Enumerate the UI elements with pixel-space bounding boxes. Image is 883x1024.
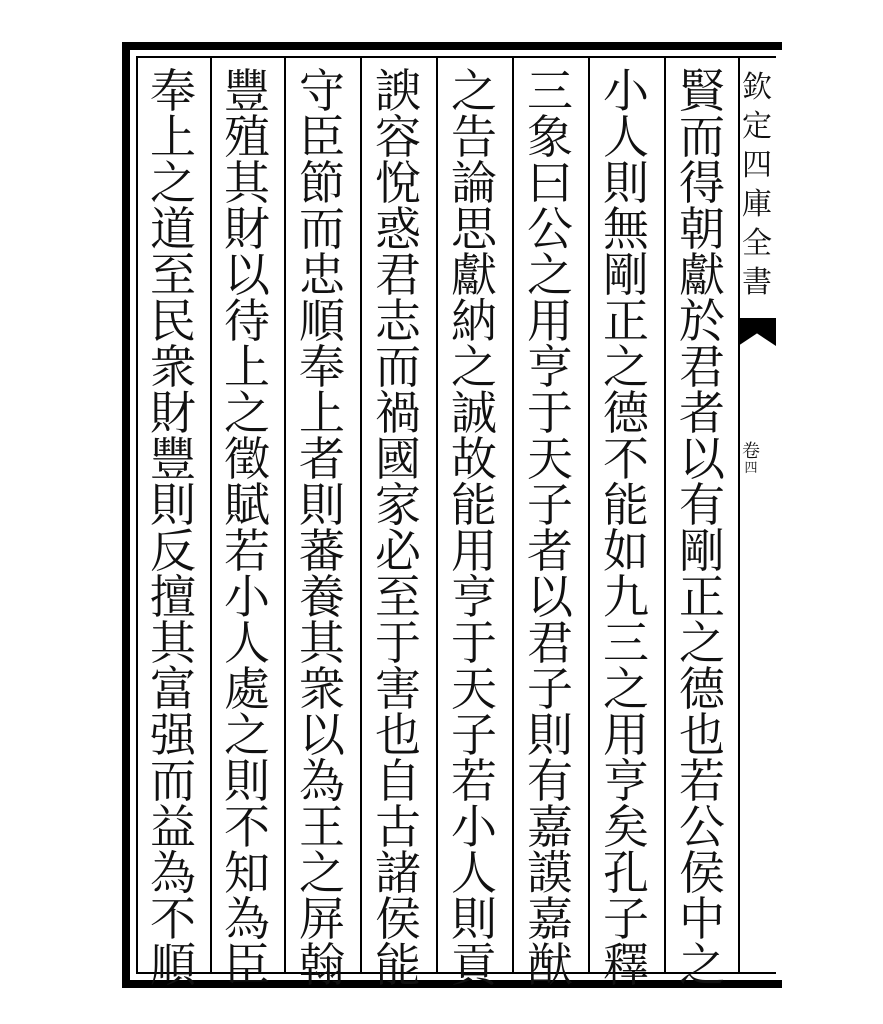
character: 貢 xyxy=(451,938,497,992)
character: 則 xyxy=(299,478,345,532)
character: 豐 xyxy=(224,64,270,118)
character: 子 xyxy=(527,478,573,532)
character: 上 xyxy=(224,340,270,394)
character: 不 xyxy=(603,432,649,486)
character: 而 xyxy=(679,110,725,164)
character: 豐 xyxy=(150,432,196,486)
character: 朝 xyxy=(679,202,725,256)
character: 庫 xyxy=(742,187,772,222)
character: 而 xyxy=(375,340,421,394)
character: 全 xyxy=(742,226,772,261)
character: 能 xyxy=(451,478,497,532)
character: 君 xyxy=(679,340,725,394)
character: 小 xyxy=(451,800,497,854)
character: 若 xyxy=(679,754,725,808)
volume-label-number: 四 xyxy=(744,461,758,476)
text-column-7 xyxy=(211,64,283,992)
character: 其 xyxy=(224,156,270,210)
character: 節 xyxy=(299,156,345,210)
character: 志 xyxy=(375,294,421,348)
character: 侯 xyxy=(375,892,421,946)
character: 奉 xyxy=(150,64,196,118)
character: 正 xyxy=(679,570,725,624)
character: 德 xyxy=(679,662,725,716)
character: 為 xyxy=(224,892,270,946)
character: 忠 xyxy=(299,248,345,302)
character: 之 xyxy=(603,340,649,394)
character: 天 xyxy=(451,662,497,716)
character: 于 xyxy=(451,616,497,670)
character: 嘉 xyxy=(527,800,573,854)
character: 中 xyxy=(679,892,725,946)
character: 强 xyxy=(150,708,196,762)
character: 財 xyxy=(150,386,196,440)
character: 國 xyxy=(375,432,421,486)
character: 定 xyxy=(742,109,772,144)
character: 而 xyxy=(150,754,196,808)
character: 用 xyxy=(603,708,649,762)
character: 人 xyxy=(451,846,497,900)
character: 則 xyxy=(150,478,196,532)
character: 不 xyxy=(150,892,196,946)
character: 君 xyxy=(375,248,421,302)
character: 民 xyxy=(150,294,196,348)
character: 納 xyxy=(451,294,497,348)
character: 嘉 xyxy=(527,892,573,946)
character: 三 xyxy=(527,64,573,118)
character: 其 xyxy=(150,616,196,670)
character: 之 xyxy=(679,938,725,992)
character: 則 xyxy=(451,892,497,946)
character: 若 xyxy=(224,524,270,578)
character: 君 xyxy=(527,616,573,670)
character: 上 xyxy=(150,110,196,164)
character: 之 xyxy=(451,340,497,394)
character: 猷 xyxy=(527,938,573,992)
character: 人 xyxy=(603,110,649,164)
character: 臣 xyxy=(224,938,270,992)
character: 則 xyxy=(527,708,573,762)
character: 其 xyxy=(299,616,345,670)
character: 能 xyxy=(375,938,421,992)
character: 如 xyxy=(603,524,649,578)
character: 則 xyxy=(224,754,270,808)
character: 王 xyxy=(299,800,345,854)
character: 公 xyxy=(527,202,573,256)
character: 矣 xyxy=(603,800,649,854)
character: 富 xyxy=(150,662,196,716)
character: 用 xyxy=(451,524,497,578)
character: 書 xyxy=(742,265,772,300)
character: 德 xyxy=(603,386,649,440)
character: 剛 xyxy=(679,524,725,578)
character: 者 xyxy=(679,386,725,440)
character: 奉 xyxy=(299,340,345,394)
character: 賦 xyxy=(224,478,270,532)
character: 徵 xyxy=(224,432,270,486)
book-title xyxy=(738,68,776,302)
character: 小 xyxy=(603,64,649,118)
character: 者 xyxy=(527,524,573,578)
character: 釋 xyxy=(603,938,649,992)
character: 臣 xyxy=(299,110,345,164)
character: 也 xyxy=(375,708,421,762)
character: 于 xyxy=(375,616,421,670)
character: 自 xyxy=(375,754,421,808)
character: 子 xyxy=(527,662,573,716)
character: 之 xyxy=(451,64,497,118)
page-margin-strip xyxy=(738,56,776,974)
character: 害 xyxy=(375,662,421,716)
character: 順 xyxy=(299,294,345,348)
character: 謨 xyxy=(527,846,573,900)
text-column-6 xyxy=(286,64,358,992)
character: 之 xyxy=(224,386,270,440)
character: 小 xyxy=(224,570,270,624)
character: 能 xyxy=(603,478,649,532)
character: 屏 xyxy=(299,892,345,946)
character: 不 xyxy=(224,800,270,854)
character: 也 xyxy=(679,708,725,762)
character: 子 xyxy=(603,892,649,946)
text-column-1 xyxy=(666,64,738,992)
character: 知 xyxy=(224,846,270,900)
character: 四 xyxy=(742,148,772,183)
text-column-2 xyxy=(590,64,662,992)
character: 之 xyxy=(299,846,345,900)
character: 反 xyxy=(150,524,196,578)
character: 有 xyxy=(527,754,573,808)
character: 獻 xyxy=(451,248,497,302)
character: 財 xyxy=(224,202,270,256)
character: 而 xyxy=(299,202,345,256)
character: 翰 xyxy=(299,938,345,992)
character: 禍 xyxy=(375,386,421,440)
character: 之 xyxy=(603,662,649,716)
character: 正 xyxy=(603,294,649,348)
character: 至 xyxy=(150,248,196,302)
character: 為 xyxy=(150,846,196,900)
character: 子 xyxy=(451,708,497,762)
fish-tail-mark xyxy=(738,318,776,346)
character: 衆 xyxy=(150,340,196,394)
character: 孔 xyxy=(603,846,649,900)
character: 諛 xyxy=(375,64,421,118)
character: 之 xyxy=(679,616,725,670)
character: 諸 xyxy=(375,846,421,900)
character: 之 xyxy=(150,156,196,210)
character: 思 xyxy=(451,202,497,256)
character: 以 xyxy=(224,248,270,302)
character: 亨 xyxy=(451,570,497,624)
character: 亨 xyxy=(527,340,573,394)
text-column-8 xyxy=(137,64,209,992)
character: 公 xyxy=(679,800,725,854)
text-column-5 xyxy=(362,64,434,992)
character: 故 xyxy=(451,432,497,486)
character: 惑 xyxy=(375,202,421,256)
character: 告 xyxy=(451,110,497,164)
character: 三 xyxy=(603,616,649,670)
text-column-3 xyxy=(514,64,586,992)
character: 衆 xyxy=(299,662,345,716)
character: 欽 xyxy=(742,70,772,105)
character: 以 xyxy=(679,432,725,486)
character: 象 xyxy=(527,110,573,164)
character: 亨 xyxy=(603,754,649,808)
character: 處 xyxy=(224,662,270,716)
character: 賢 xyxy=(679,64,725,118)
character: 曰 xyxy=(527,156,573,210)
character: 誠 xyxy=(451,386,497,440)
character: 益 xyxy=(150,800,196,854)
character: 九 xyxy=(603,570,649,624)
character: 悅 xyxy=(375,156,421,210)
character: 以 xyxy=(299,708,345,762)
volume-label-main: 卷 xyxy=(742,441,760,462)
character: 獻 xyxy=(679,248,725,302)
character: 侯 xyxy=(679,846,725,900)
character: 古 xyxy=(375,800,421,854)
character: 順 xyxy=(150,938,196,992)
character: 論 xyxy=(451,156,497,210)
character: 上 xyxy=(299,386,345,440)
character: 用 xyxy=(527,294,573,348)
character: 得 xyxy=(679,156,725,210)
character: 無 xyxy=(603,202,649,256)
character: 之 xyxy=(224,708,270,762)
character: 殖 xyxy=(224,110,270,164)
character: 有 xyxy=(679,478,725,532)
character: 則 xyxy=(603,156,649,210)
character: 道 xyxy=(150,202,196,256)
character: 天 xyxy=(527,432,573,486)
character: 剛 xyxy=(603,248,649,302)
character: 于 xyxy=(527,386,573,440)
character: 若 xyxy=(451,754,497,808)
volume-label xyxy=(742,442,760,476)
character: 守 xyxy=(299,64,345,118)
character: 待 xyxy=(224,294,270,348)
character: 為 xyxy=(299,754,345,808)
character: 至 xyxy=(375,570,421,624)
character: 蕃 xyxy=(299,524,345,578)
character: 人 xyxy=(224,616,270,670)
character: 以 xyxy=(527,570,573,624)
text-column-4 xyxy=(438,64,510,992)
character: 容 xyxy=(375,110,421,164)
character: 家 xyxy=(375,478,421,532)
character: 者 xyxy=(299,432,345,486)
character: 養 xyxy=(299,570,345,624)
character: 之 xyxy=(527,248,573,302)
character: 必 xyxy=(375,524,421,578)
character: 於 xyxy=(679,294,725,348)
character: 擅 xyxy=(150,570,196,624)
